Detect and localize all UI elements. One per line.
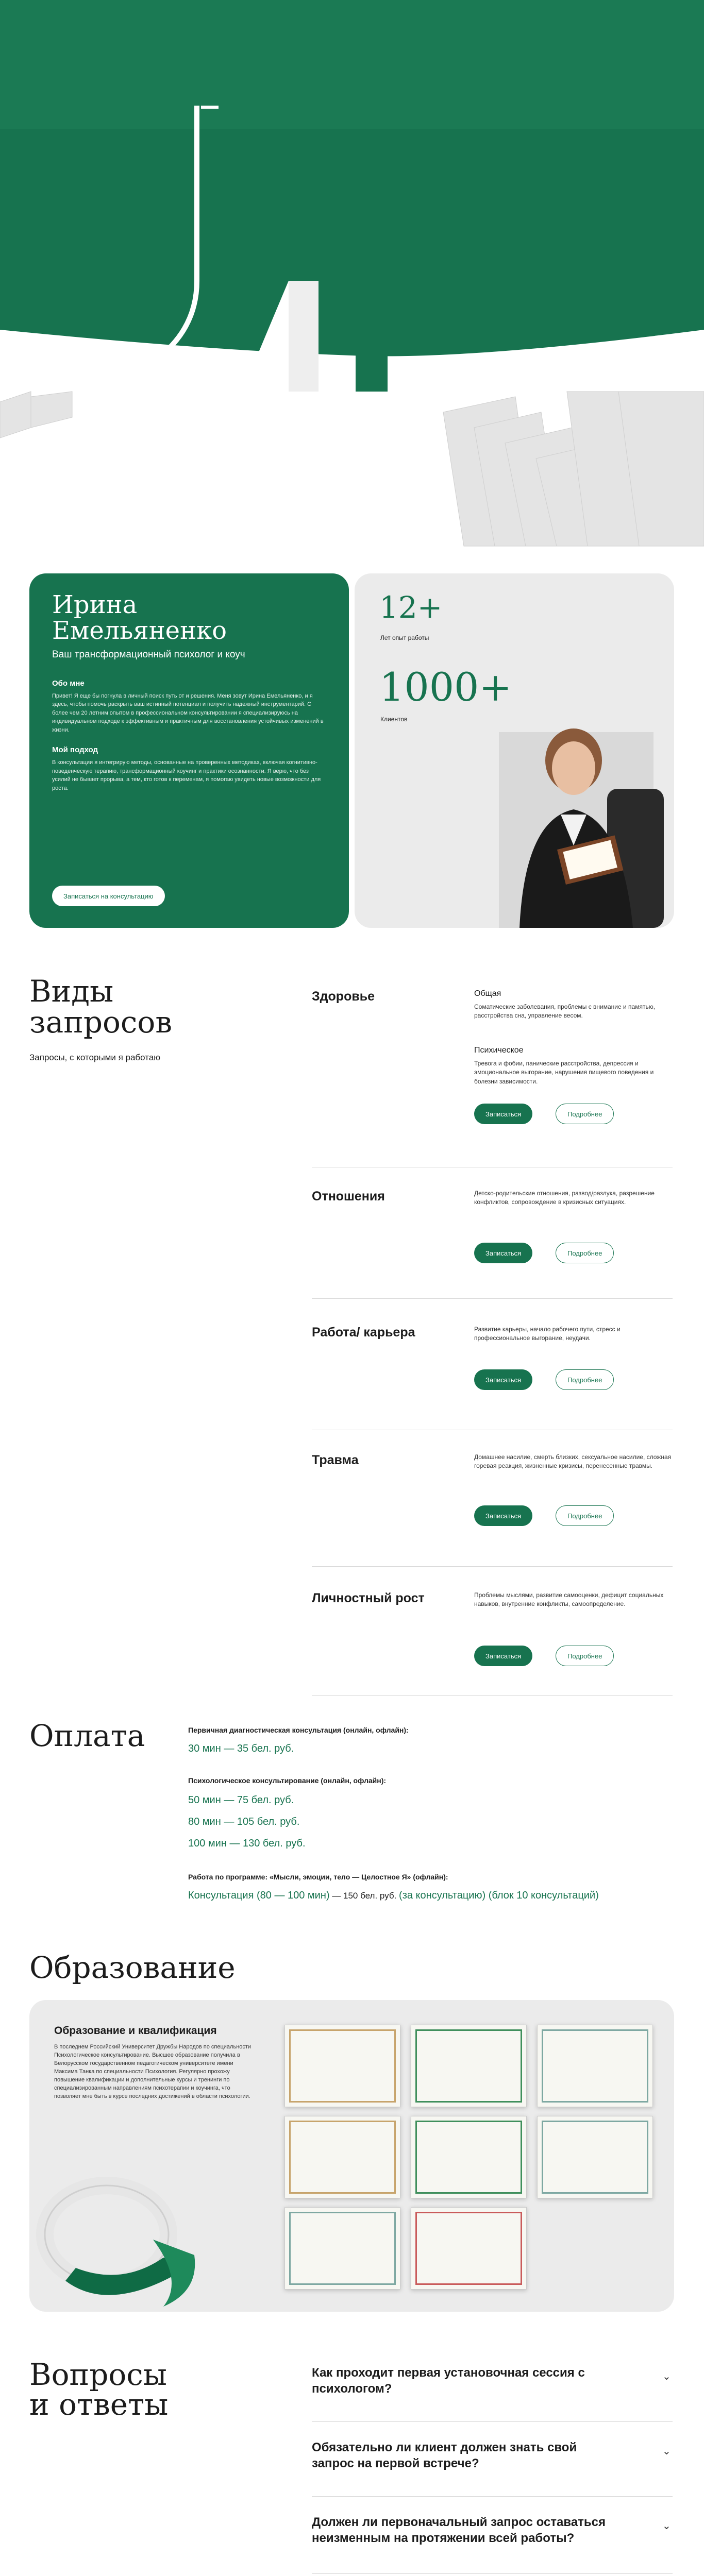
years-stat: 12+ [379,590,443,625]
request-category-title: Травма [312,1453,359,1467]
faq-question[interactable]: Должен ли первоначальный запрос оставаться неизменным на протяжении всей работы? [312,2515,606,2546]
program-note: (за консультацию) (блок 10 консультаций) [399,1890,599,1901]
request-text: Проблемы мыслями, развитие самооценки, дефицит социальных навыков, внутренние конфликты, самоопределение. [474,1591,664,1608]
more-button[interactable]: Подробнее [556,1243,614,1263]
certificate-image [284,2207,400,2290]
clients-stat: 1000+ [379,664,512,710]
more-button[interactable]: Подробнее [556,1104,614,1124]
certificate-image [411,2207,527,2290]
request-subcategory-title: Психическое [474,1046,524,1055]
more-button[interactable]: Подробнее [556,1646,614,1666]
request-subcategory-title: Общая [474,989,501,998]
divider [312,1695,673,1696]
divider [312,2496,673,2497]
payment-group-title: Психологическое консультирование (онлайн, офлайн): [188,1776,387,1785]
education-card-text: В последнем Российский Университет Дружбы Народов по специальности Психологическое консультирование. Высшее образование получила в Белорусском государственном педагогическом университете имени Максима Танка по специальности Психология. Регулярно прохожу повышение квалификации и дополнительные курсы и тренинги по специализированным направлениям психотерапии и коучинга, что позволяет мне быть в курсе последних достижений в области психологии. [54,2044,252,2099]
request-text: Детско-родительские отношения, развод/разлука, разрешение конфликтов, сопровождение в кризисных ситуациях. [474,1190,655,1206]
clients-label: Клиентов [380,716,408,723]
chevron-down-icon[interactable]: ⌄ [662,2371,671,2382]
payment-group-title: Первичная диагностическая консультация (онлайн, офлайн): [188,1726,409,1734]
profile-subtitle: Ваш трансформационный психолог и коуч [52,649,245,660]
education-card-title: Образование и квалификация [54,2025,217,2037]
profile-name-line1: Ирина [52,590,138,619]
requests-title-line2: запросов [29,1005,172,1040]
certificate-image [537,2116,653,2198]
request-subcategory-text: Тревога и фобии, панические расстройства, депрессия и эмоциональное выгорание, нарушения пищевого поведения и болезни зависимости. [474,1060,654,1085]
certificate-image [411,2116,527,2198]
certificate-image [284,2116,400,2198]
hero-illustration [0,0,704,556]
faq-question[interactable]: Обязательно ли клиент должен знать свой запрос на первой встрече? [312,2441,577,2471]
program-duration: Консультация (80 — 100 мин) [188,1890,330,1901]
education-card [29,2000,674,2312]
more-button[interactable]: Подробнее [556,1505,614,1526]
request-category-title: Личностный рост [312,1591,425,1605]
divider [312,2573,673,2574]
years-label: Лет опыт работы [380,634,429,641]
chevron-down-icon[interactable]: ⌄ [662,2520,671,2532]
faq-title-line1: Вопросы [29,2357,167,2392]
certificate-image [411,2025,527,2107]
approach-text: В консультации я интегрирую методы, основанные на проверенных методиках, включая когнитивно-поведенческую терапию, трансформационный коучинг и практики осознанности. Я верю, что без усилий не бывает прорыва, а тем, кто готов к переменам, я помогаю увидеть новые возможности для роста. [52,759,321,791]
book-consultation-button[interactable]: Записаться на консультацию [52,886,165,906]
program-price-line [188,1890,599,1902]
education-title: Образование [29,1950,236,1985]
request-category-title: Здоровье [312,989,375,1004]
chevron-down-icon[interactable]: ⌄ [662,2446,671,2457]
decorative-rings-image [29,2157,246,2312]
request-text: Развитие карьеры, начало рабочего пути, стресс и профессиональное выгорание, неудачи. [474,1326,621,1342]
request-category-title: Работа/ карьера [312,1325,415,1340]
profile-name-line2: Емельяненко [52,616,227,646]
book-button[interactable]: Записаться [474,1646,532,1666]
divider [312,2421,673,2422]
program-price: — 150 бел. руб. [329,1891,399,1901]
payment-title: Оплата [29,1718,145,1753]
about-title: Обо мне [52,679,85,688]
price-line: 80 мин — 105 бел. руб. [188,1816,300,1827]
payment-group-title: Работа по программе: «Мысли, эмоции, тело — Целостное Я» (офлайн): [188,1873,448,1881]
price-line: 50 мин — 75 бел. руб. [188,1794,294,1806]
book-button[interactable]: Записаться [474,1243,532,1263]
more-button[interactable]: Подробнее [556,1369,614,1390]
psychologist-photo [483,711,669,928]
divider [312,1298,673,1299]
stats-card [355,573,674,928]
about-text: Привет! Я еще бы погнула в личный поиск путь от и решения. Меня зовут Ирина Емельяненко, и я здесь, чтобы помочь раскрыть ваш истинный потенциал и получить надежный инструментарий. С более чем 20 летним опытом в профессиональном консультировании я специализируюсь на индивидуальном подходе к эффективным и практичным для восстановления устойчивых изменений в жизни. [52,692,324,733]
request-text: Домашнее насилие, смерть близких, сексуальное насилие, сложная горевая реакция, жизненные кризисы, перенесенные травмы. [474,1453,672,1470]
request-subcategory-text: Соматические заболевания, проблемы с внимание и памятью, расстройства сна, управление весом. [474,1003,656,1020]
divider [312,1566,673,1567]
requests-subtitle: Запросы, с которыми я работаю [29,1053,161,1062]
approach-title: Мой подход [52,745,98,755]
hero-banner [0,0,704,556]
book-button[interactable]: Записаться [474,1369,532,1390]
profile-card [29,573,349,928]
book-button[interactable]: Записаться [474,1505,532,1526]
price-line: 100 мин — 130 бел. руб. [188,1838,306,1849]
faq-title-line2: и ответы [29,2387,169,2422]
requests-title-line1: Виды [29,974,114,1009]
certificate-image [537,2025,653,2107]
price-line: 30 мин — 35 бел. руб. [188,1743,294,1754]
request-category-title: Отношения [312,1189,385,1204]
book-button[interactable]: Записаться [474,1104,532,1124]
certificate-image [284,2025,400,2107]
faq-question[interactable]: Как проходит первая установочная сессия с психологом? [312,2366,585,2396]
